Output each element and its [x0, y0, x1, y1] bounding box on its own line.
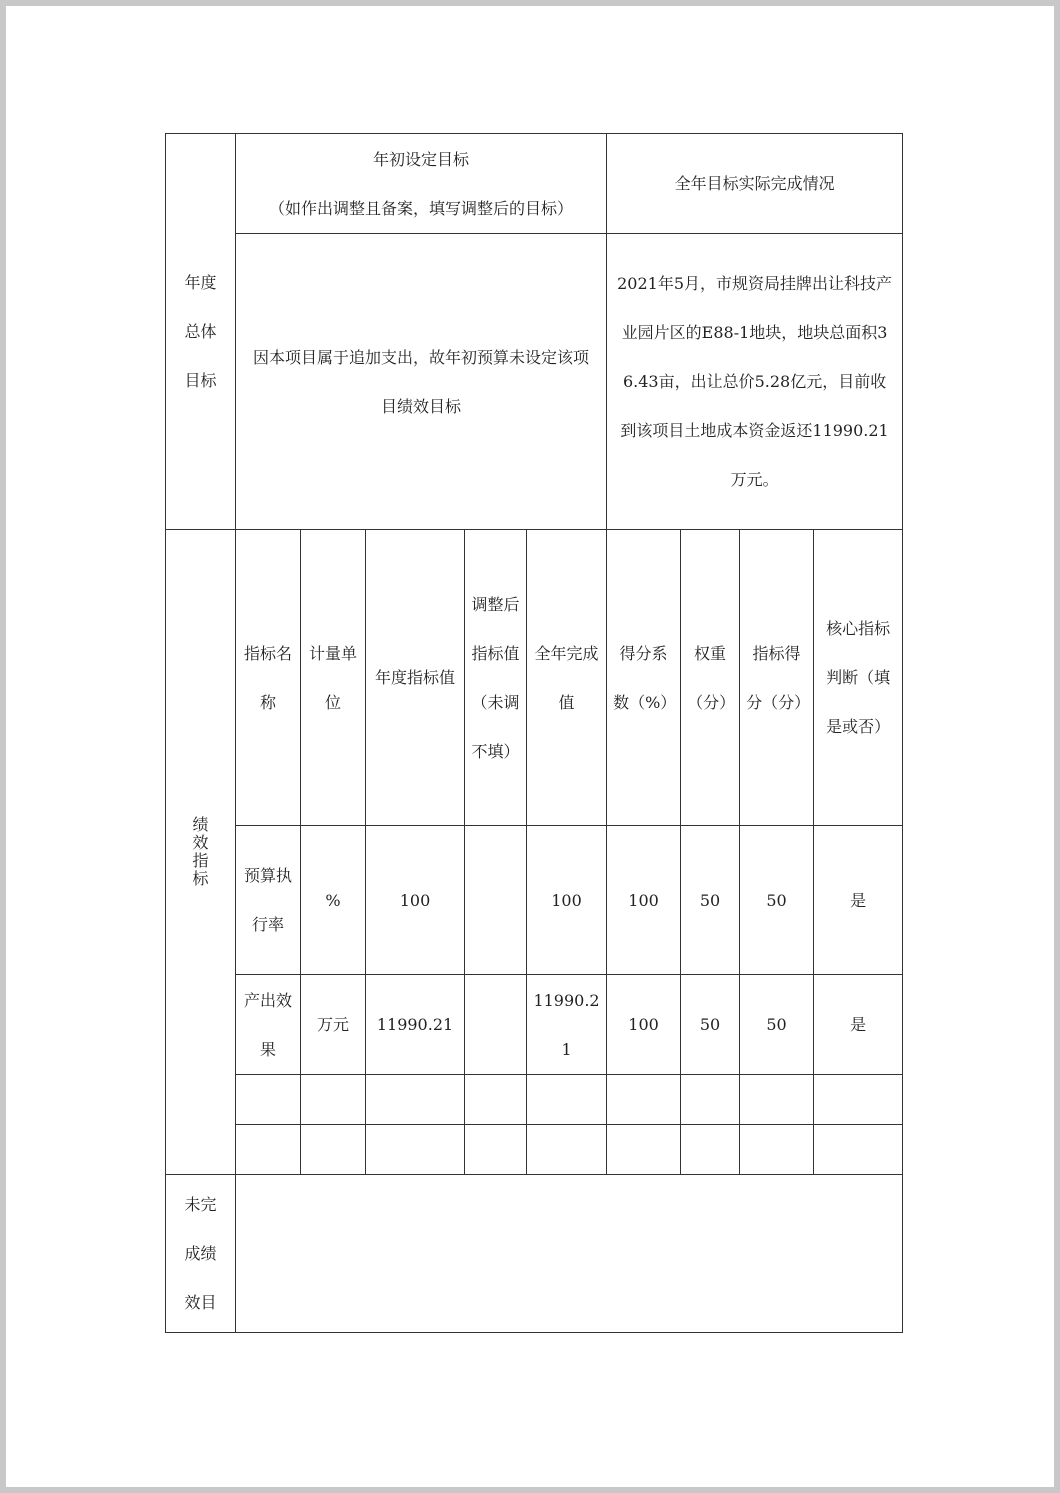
header-indicator-score: 指标得分（分） [740, 530, 814, 826]
empty-cell [301, 1075, 366, 1125]
cell-annual-value: 11990.21 [366, 975, 465, 1075]
cell-core-indicator: 是 [814, 975, 903, 1075]
set-target-title: 年初设定目标 [373, 149, 470, 169]
table-row [166, 1075, 903, 1125]
cell-score-coefficient: 100 [607, 826, 681, 975]
table-row [166, 975, 903, 1075]
empty-cell [301, 1125, 366, 1175]
empty-cell [607, 1125, 681, 1175]
header-actual-value: 全年完成值 [527, 530, 607, 826]
cell-actual-value: 11990.21 [527, 975, 607, 1075]
cell-adjusted-value [465, 975, 527, 1075]
header-core-indicator: 核心指标判断（填是或否） [814, 530, 903, 826]
empty-cell [814, 1075, 903, 1125]
set-target-text: 因本项目属于追加支出，故年初预算未设定该项目绩效目标 [236, 234, 607, 530]
cell-indicator-name: 产出效果 [236, 975, 301, 1075]
empty-cell [236, 1075, 301, 1125]
cell-score-coefficient: 100 [607, 975, 681, 1075]
empty-cell [527, 1125, 607, 1175]
cell-core-indicator: 是 [814, 826, 903, 975]
empty-cell [366, 1075, 465, 1125]
annual-goal-label: 年度总体目标 [166, 134, 236, 530]
empty-cell [465, 1125, 527, 1175]
empty-cell [681, 1125, 740, 1175]
cell-indicator-score: 50 [740, 826, 814, 975]
cell-annual-value: 100 [366, 826, 465, 975]
header-unit: 计量单位 [301, 530, 366, 826]
performance-form-table [165, 133, 903, 1333]
empty-cell [366, 1125, 465, 1175]
cell-actual-value: 100 [527, 826, 607, 975]
cell-adjusted-value [465, 826, 527, 975]
cell-indicator-score: 50 [740, 975, 814, 1075]
cell-unit: 万元 [301, 975, 366, 1075]
header-weight: 权重（分） [681, 530, 740, 826]
header-annual-value: 年度指标值 [366, 530, 465, 826]
header-score-coefficient: 得分系数（%） [607, 530, 681, 826]
table-row [166, 826, 903, 975]
empty-cell [681, 1075, 740, 1125]
empty-cell [740, 1075, 814, 1125]
set-target-note: （如作出调整且备案，填写调整后的目标） [269, 198, 574, 218]
header-indicator-name: 指标名称 [236, 530, 301, 826]
unfinished-goal-label: 未完成绩效目 [166, 1175, 236, 1333]
empty-cell [465, 1075, 527, 1125]
cell-weight: 50 [681, 975, 740, 1075]
cell-indicator-name: 预算执行率 [236, 826, 301, 975]
header-adjusted-value: 调整后指标值（未调不填） [465, 530, 527, 826]
table-row [166, 1125, 903, 1175]
empty-cell [527, 1075, 607, 1125]
empty-cell [607, 1075, 681, 1125]
actual-completion-text: 2021年5月，市规资局挂牌出让科技产业园片区的E88-1地块，地块总面积36.43亩，出让总价5.28亿元，目前收到该项目土地成本资金返还11990.21万元。 [607, 234, 903, 530]
cell-weight: 50 [681, 826, 740, 975]
document-page [6, 6, 1054, 1487]
performance-indicator-label: 绩效指标 [166, 530, 236, 1175]
empty-cell [236, 1125, 301, 1175]
cell-unit: % [301, 826, 366, 975]
unfinished-goal-content [236, 1175, 903, 1333]
actual-completion-header: 全年目标实际完成情况 [607, 134, 903, 234]
empty-cell [814, 1125, 903, 1175]
empty-cell [740, 1125, 814, 1175]
set-target-header [236, 134, 607, 234]
